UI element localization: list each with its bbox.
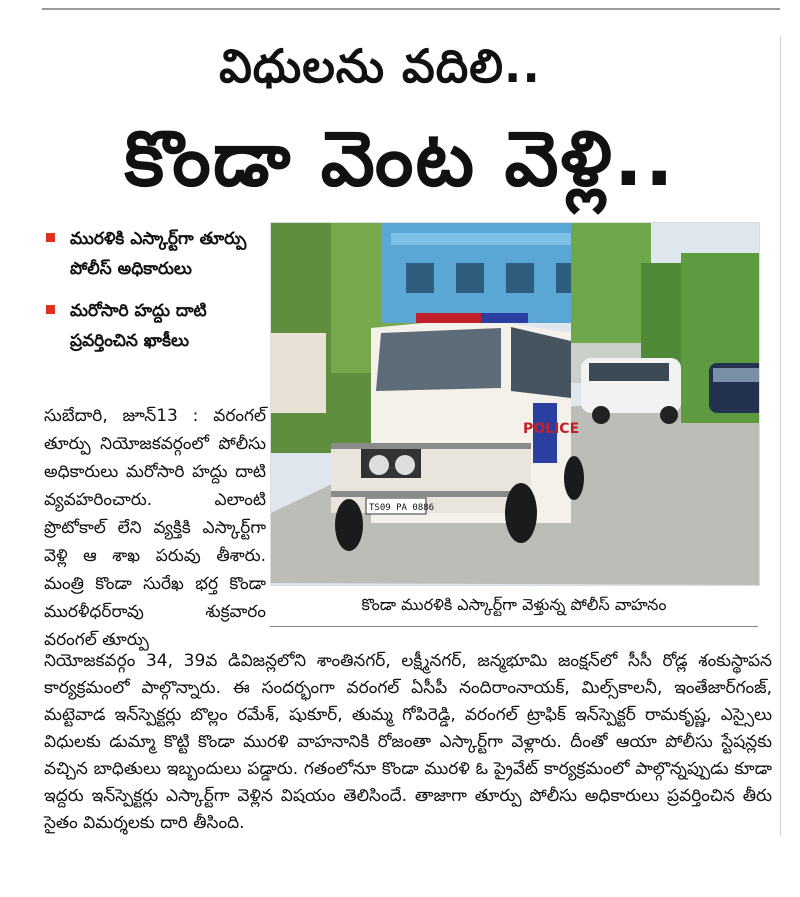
article-lead-column: సుబేదారి, జూన్‌13 : వరంగల్ తూర్పు నియోజకవర్గంలో పోలీసు అధికారులు మరోసారి హద్దు దాటి వ్యవహరించారు. ఎలాంటి ప్రొటోకాల్ లేని వ్యక్తికి ఎస్కార్ట్‌గా వెళ్లి ఆ శాఖ పరువు తీశారు. మంత్రి కొండా సురేఖ భర్త కొండా మురళీధర్‌రావు శుక్రవారం వరంగల్ తూర్పు bbox=[44, 406, 266, 650]
headline-line-2: కొండా వెంట వెళ్లి.. bbox=[124, 114, 676, 203]
vehicle-door-text: POLICE bbox=[523, 421, 580, 437]
headline-line-1: విధులను వదిలి.. bbox=[219, 39, 541, 93]
bullet-square-icon bbox=[46, 305, 55, 314]
caption-underline bbox=[270, 626, 758, 627]
highlight-text: మరోసారి హద్దు దాటి ప్రవర్తించిన ఖాకీలు bbox=[70, 301, 207, 351]
license-plate-text: TS09 PA 0886 bbox=[369, 503, 435, 513]
bullet-square-icon bbox=[46, 233, 55, 242]
highlight-item bbox=[44, 296, 264, 356]
police-vehicle-illustration bbox=[271, 223, 759, 585]
photo-caption: కొండా మురళికి ఎస్కార్ట్‌గా వెళ్తున్న పోలీస్ వాహనం bbox=[361, 595, 667, 614]
article-body: నియోజకవర్గం 34, 39వ డివిజన్లలోని శాంతినగర్, లక్ష్మీనగర్, జన్మభూమి జంక్షన్‌లో సీసీ రోడ్ల శంకుస్థాపన కార్యక్రమంలో పాల్గొన్నారు. ఈ సందర్భంగా వరంగల్ ఏసీపీ నందిరాంనాయక్, మిల్స్‌కాలనీ, ఇంతేజార్‌గంజ్, మట్టెవాడ ఇన్‌స్పెక్టర్లు బొల్లం రమేశ్, షుకూర్, తుమ్మ గోపిరెడ్డి, వరంగల్ ట్రాఫిక్ ఇన్‌స్పెక్టర్ రామకృష్ణ, ఎస్సైలు విధులకు డుమ్మా కొట్టి కొండా మురళి వాహనానికి రోజంతా ఎస్కార్ట్‌గా వెళ్లారు. దీంతో ఆయా పోలీసు స్టేషన్లకు వచ్చిన బాధితులు ఇబ్బందులు పడ్డారు. గతంలోనూ కొండా మురళి ఓ ప్రైవేట్ కార్యక్రమంలో పాల్గొన్నప్పుడు కూడా ఇద్దరు ఇన్‌స్పెక్టర్లు ఎస్కార్ట్‌గా వెళ్లిన విషయం తెలిసిందే. తాజాగా తూర్పు పోలీసు అధికారులు ప్రవర్తించిన తీరు సైతం విమర్శలకు దారి తీసింది. bbox=[44, 651, 772, 833]
news-photo bbox=[270, 222, 760, 586]
highlight-item bbox=[44, 224, 264, 284]
highlights-list bbox=[44, 224, 264, 368]
highlight-text: మురళికి ఎస్కార్ట్‌గా తూర్పు పోలీస్ అధికారులు bbox=[70, 229, 247, 279]
top-rule bbox=[42, 8, 780, 10]
